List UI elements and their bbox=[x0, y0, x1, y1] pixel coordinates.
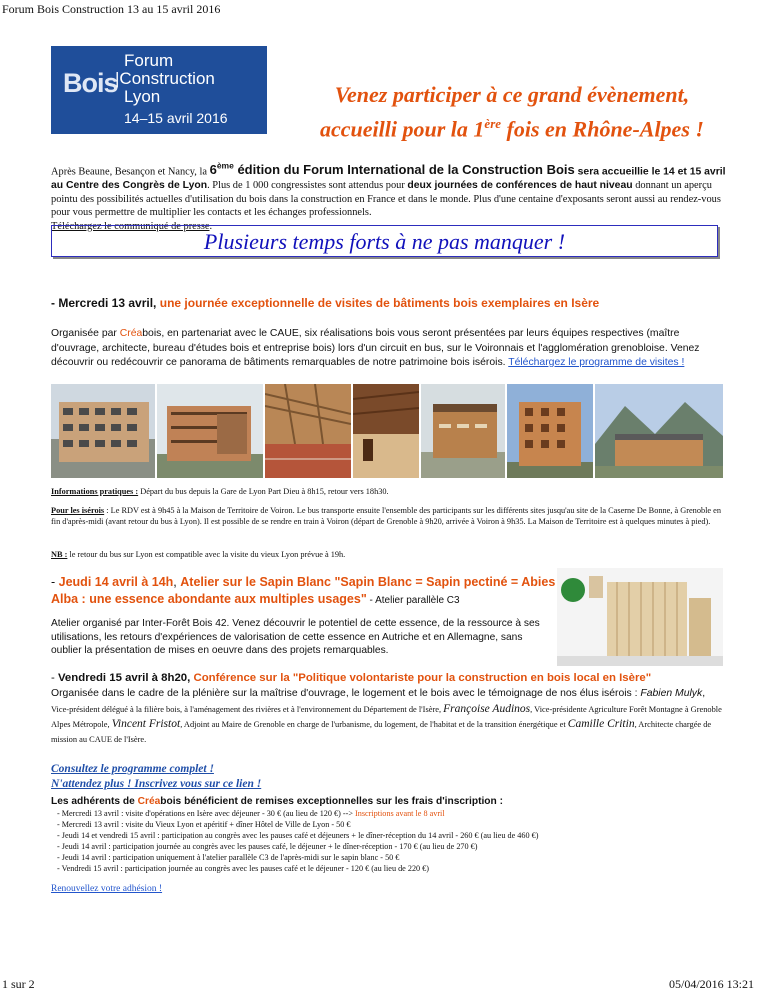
logo-bois-text: Bois bbox=[63, 68, 118, 98]
members-discount-list bbox=[57, 808, 737, 875]
print-header: Forum Bois Construction 13 au 15 avril 2016 bbox=[2, 2, 221, 16]
intro-text-3: donnant un aperçu pointu des possibilités actuelles d'utilisation du bois dans la construction en France et dans le monde. Plus d'une centaine d'exposants seront aussi au rendez-vous pour vous permettre de multiplier les contacts et les échanges professionnels. bbox=[51, 179, 721, 219]
renew-membership-link[interactable]: Renouvellez votre adhésion ! bbox=[51, 884, 163, 894]
intro-paragraph bbox=[51, 160, 727, 233]
hero-sup: ère bbox=[484, 116, 502, 131]
register-link[interactable]: N'attendez plus ! Inscrivez vous sur ce lien ! bbox=[51, 777, 262, 790]
highlights-banner bbox=[51, 225, 718, 257]
hero-line-2a: accueilli pour la 1 bbox=[320, 116, 485, 142]
logo-construction-text: |Construction bbox=[115, 69, 215, 88]
list-item: - Jeudi 14 avril : participation uniquement à l'atelier parallèle C3 de l'après-midi sur le sapin blanc - 50 € bbox=[57, 853, 400, 863]
photo-building-2 bbox=[157, 384, 263, 478]
list-item: - Mercredi 13 avril : visite du Vieux Lyon et apéritif + dîner Hôtel de Ville de Lyon - 50 € bbox=[57, 820, 351, 830]
wednesday-heading: - Mercredi 13 avril, une journée exceptionnelle de visites de bâtiments bois exemplaires en Isère bbox=[51, 296, 600, 310]
isere-info: Pour les isérois : Le RDV est à 9h45 à la Maison de Territoire de Voiron. Le bus transporte ensuite l'ensemble des participants sur les différents sites jusqu'au site de la Caserne De Bonne, à Grenoble en fin d'après-midi (avant retour du bus à Lyon). Il est possible de se rendre en train à Voiron (départ de Grenoble à 9h20, arrivée à Voiron à 9h35. La Maison de Territoire est à quelques minutes à pied). bbox=[51, 506, 722, 526]
intro-venue: sera accueillie le 14 et 15 avril au Centre des Congrès de Lyon bbox=[51, 166, 726, 191]
photo-mountain-building bbox=[595, 384, 723, 478]
photo-building-4 bbox=[507, 384, 593, 478]
list-item: - Vendredi 15 avril : participation journée au congrès avec les pauses café et le déjeuner - 120 € (au lieu de 220 €) bbox=[57, 864, 430, 874]
friday-heading: - Vendredi 15 avril à 8h20, Conférence sur la "Politique volontariste pour la construction en bois local en Isère" bbox=[51, 672, 652, 684]
thursday-text: Atelier organisé par Inter-Forêt Bois 42. Venez découvrir le potentiel de cette essence, de la ressource à ses utilisations, les retours d'expériences de valorisation de cette essence en Autriche et en Allemagne, sans oublier la présentation de mises en oeuvre dans des projets remarquables. bbox=[51, 618, 540, 656]
hero-title bbox=[282, 80, 742, 143]
cta-links bbox=[51, 762, 261, 791]
forum-logo bbox=[51, 46, 267, 134]
press-release-link[interactable]: Téléchargez le communiqué de presse bbox=[51, 220, 210, 232]
print-timestamp: 05/04/2016 13:21 bbox=[668, 977, 754, 991]
friday-text: Organisée dans le cadre de la plénière sur la maîtrise d'ouvrage, le logement et le bois avec le témoignage de nos élus isérois : Fabien Mulyk, bbox=[51, 688, 706, 699]
intro-text: Après Beaune, Besançon et Nancy, la bbox=[51, 166, 210, 178]
hero-line-1: Venez participer à ce grand évènement, bbox=[334, 82, 690, 107]
intro-conferences: deux journées de conférences de haut niveau bbox=[407, 179, 633, 191]
thursday-heading: - Jeudi 14 avril à 14h, Atelier sur le Sapin Blanc "Sapin Blanc = Sapin pectiné = Abies Alba : une essence abondante aux multiples usages" - Atelier parallèle C3 bbox=[51, 575, 556, 606]
logo-dates-text: 14–15 avril 2016 bbox=[124, 110, 228, 126]
hero-line-2b: fois en Rhône-Alpes ! bbox=[501, 116, 704, 142]
visits-program-link[interactable]: Téléchargez le programme de visites ! bbox=[508, 357, 685, 368]
intro-dot: . bbox=[209, 220, 213, 232]
full-program-link[interactable]: Consultez le programme complet ! bbox=[51, 763, 214, 775]
practical-info: Informations pratiques : Départ du bus depuis la Gare de Lyon Part Dieu à 8h15, retour vers 18h30. bbox=[51, 487, 389, 496]
intro-edition: 6ème édition du Forum International de la Construction Bois bbox=[209, 161, 575, 178]
members-heading: Les adhérents de Créabois bénéficient de remises exceptionnelles sur les frais d'inscription : bbox=[51, 796, 503, 807]
list-item: - Jeudi 14 et vendredi 15 avril : participation au congrès avec les pauses café et déjeuners + le dîner-réception du 14 avril - 260 € (au lieu de 460 €) bbox=[57, 831, 539, 841]
banner-title: Plusieurs temps forts à ne pas manquer ! bbox=[203, 229, 566, 254]
photo-building-3 bbox=[421, 384, 505, 478]
list-item: - Mercredi 13 avril : visite d'opérations en Isère avec déjeuner - 30 € (au lieu de 120 €) --> Inscriptions avant le 8 avril bbox=[57, 809, 445, 818]
logo-forum-text: Forum bbox=[124, 51, 174, 70]
intro-text-2: . Plus de 1 000 congressistes sont attendus pour bbox=[207, 179, 408, 191]
photo-wood-hall bbox=[353, 384, 419, 478]
nb-info: NB : le retour du bus sur Lyon est compatible avec la visite du vieux Lyon prévue à 19h. bbox=[51, 550, 346, 559]
print-page-number: 1 sur 2 bbox=[2, 977, 35, 991]
photo-building-1 bbox=[51, 384, 155, 478]
photo-sports-hall bbox=[265, 384, 351, 478]
friday-speakers: Vice-président délégué à la filière bois, à l'aménagement des rivières et à l'environnement du Département de l'Isère, Françoise Audinos, Vice-présidente Agriculture Forêt Montagne à Grenoble Alpes Métropole, Vincent Fristot, Adjoint au Maire de Grenoble en charge de l'urbanisme, du logement, de l'habitat et de la transition énergétique et Camille Critin, Architecte chargée de mission au CAUE de l'Isère. bbox=[51, 703, 722, 744]
wednesday-text: Organisée par Créabois, en partenariat avec le CAUE, six réalisations bois vous seront présentées par leurs équipes respectives (maître d'ouvrage, architecte, bureau d'études bois et entreprise bois) lors d'un circuit en bus, sur le Voironnais et l'agglomération grenobloise. Venez découvrir ou redécouvrir ce panorama de bâtiments remarquables de notre patrimoine bois isérois. Téléchargez le programme de visites ! bbox=[51, 328, 700, 368]
sapin-stand-image bbox=[557, 568, 723, 666]
list-item: - Jeudi 14 avril : participation journée au congrès avec les pauses café, le déjeuner + le dîner-réception - 170 € (au lieu de 270 €) bbox=[57, 842, 478, 852]
logo-lyon-text: Lyon bbox=[124, 87, 161, 106]
